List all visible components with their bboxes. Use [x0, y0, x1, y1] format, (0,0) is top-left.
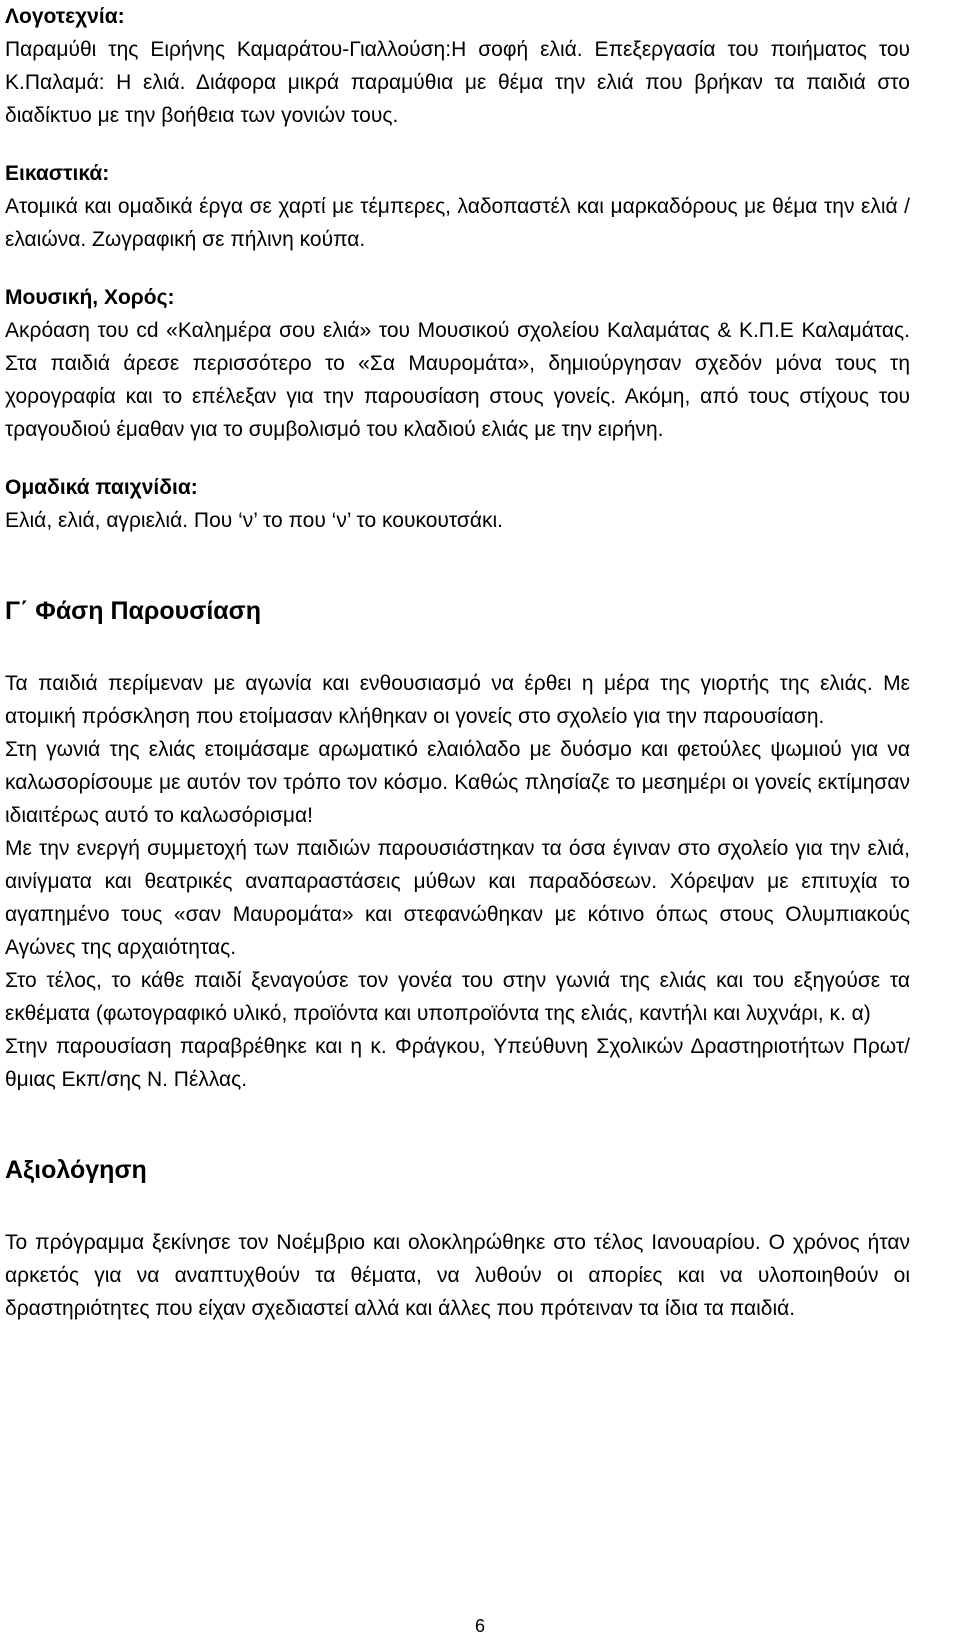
- evaluation-section: [5, 1152, 910, 1325]
- presentation-paragraph: Με την ενεργή συμμετοχή των παιδιών παρουσιάστηκαν τα όσα έγιναν στο σχολείο για την ελιά, αινίγματα και θεατρικές αναπαραστάσεις μύθων και παραδόσεων. Χόρεψαν με επιτυχία το αγαπημένο τους «σαν Μαυρομάτα» και στεφανώθηκαν με κότινο όπως στους Ολυμπιακούς Αγώνες της αρχαιότητας.: [5, 837, 910, 959]
- presentation-section: [5, 593, 910, 1096]
- evaluation-text: Το πρόγραμμα ξεκίνησε τον Νοέμβριο και ολοκληρώθηκε στο τέλος Ιανουαρίου. Ο χρόνος ήταν αρκετός για να αναπτυχθούν τα θέματα, να λυθούν οι απορίες και να υλοποιηθούν οι δραστηριότητες που είχαν σχεδιαστεί αλλά και άλλες που πρότειναν τα ίδια τα παιδιά.: [5, 1231, 910, 1320]
- music-dance-heading: Μουσική, Χορός:: [5, 286, 175, 309]
- visual-arts-text: Ατομικά και ομαδικά έργα σε χαρτί με τέμπερες, λαδοπαστέλ και μαρκαδόρους με θέμα την ελιά / ελαιώνα. Ζωγραφική σε πήλινη κούπα.: [5, 195, 910, 251]
- presentation-paragraph: Στη γωνιά της ελιάς ετοιμάσαμε αρωματικό ελαιόλαδο με δυόσμο και φετούλες ψωμιού για να καλωσορίσουμε με αυτόν τον τρόπο τον κόσμο. Καθώς πλησίαζε το μεσημέρι οι γονείς εκτίμησαν ιδιαιτέρως αυτό το καλωσόρισμα!: [5, 738, 910, 827]
- group-games-text: Ελιά, ελιά, αγριελιά. Που ‘ν’ το που ‘ν’ το κουκουτσάκι.: [5, 509, 503, 532]
- presentation-heading: Γ΄ Φάση Παρουσίαση: [5, 597, 262, 625]
- literature-text: Παραμύθι της Ειρήνης Καμαράτου-Γιαλλούση:Η σοφή ελιά. Επεξεργασία του ποιήματος του Κ.Παλαμά: Η ελιά. Διάφορα μικρά παραμύθια με θέμα την ελιά που βρήκαν τα παιδιά στο διαδίκτυο με την βοήθεια των γονιών τους.: [5, 38, 910, 127]
- presentation-paragraph: Στο τέλος, το κάθε παιδί ξεναγούσε τον γονέα του στην γωνιά της ελιάς και του εξηγούσε τα εκθέματα (φωτογραφικό υλικό, προϊόντα και υποπροϊόντα της ελιάς, καντήλι και λυχνάρι, κ. α): [5, 969, 910, 1025]
- presentation-paragraph: Στην παρουσίαση παραβρέθηκε και η κ. Φράγκου, Υπεύθυνη Σχολικών Δραστηριοτήτων Πρωτ/θμιας Εκπ/σης Ν. Πέλλας.: [5, 1035, 910, 1091]
- music-dance-text: Ακρόαση του cd «Καλημέρα σου ελιά» του Μουσικού σχολείου Καλαμάτας & Κ.Π.Ε Καλαμάτας. Στα παιδιά άρεσε περισσότερο το «Σα Μαυρομάτα», δημιούργησαν σχεδόν μόνα τους τη χορογραφία και το επέλεξαν για την παρουσίαση στους γονείς. Ακόμη, από τους στίχους του τραγουδιού έμαθαν για το συμβολισμό του κλαδιού ελιάς με την ειρήνη.: [5, 319, 910, 441]
- group-games-section: [5, 471, 910, 537]
- music-dance-section: [5, 281, 910, 446]
- group-games-heading: Ομαδικά παιχνίδια:: [5, 476, 198, 499]
- page-number: 6: [474, 1616, 485, 1636]
- document-page: [5, 0, 910, 1325]
- presentation-paragraph: Τα παιδιά περίμεναν με αγωνία και ενθουσιασμό να έρθει η μέρα της γιορτής της ελιάς. Με ατομική πρόσκληση που ετοίμασαν κλήθηκαν οι γονείς στο σχολείο για την παρουσίαση.: [5, 672, 910, 728]
- evaluation-heading: Αξιολόγηση: [5, 1156, 147, 1184]
- literature-section: [5, 0, 910, 132]
- visual-arts-heading: Εικαστικά:: [5, 162, 110, 185]
- visual-arts-section: [5, 157, 910, 256]
- literature-heading: Λογοτεχνία:: [5, 5, 125, 28]
